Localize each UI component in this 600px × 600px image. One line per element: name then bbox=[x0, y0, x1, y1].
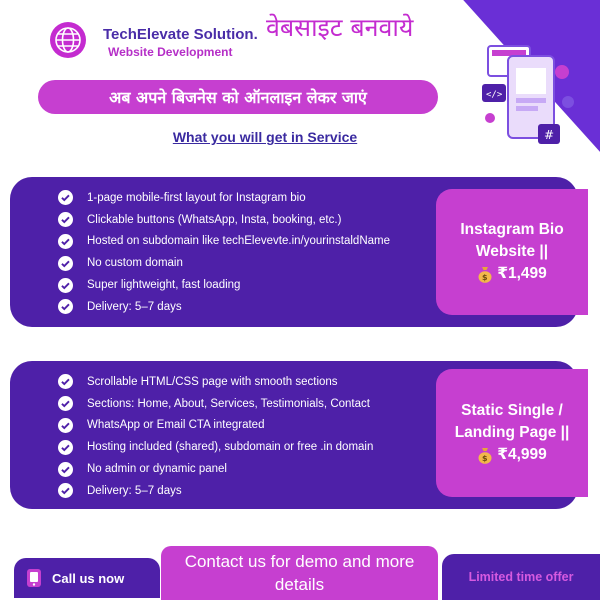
feature-text: Sections: Home, About, Services, Testimonials, Contact bbox=[87, 397, 370, 410]
check-icon bbox=[58, 462, 73, 477]
price-line bbox=[477, 444, 547, 466]
check-icon bbox=[58, 299, 73, 314]
plan-name-line2: Website || bbox=[475, 243, 549, 260]
moneybag-icon bbox=[477, 447, 493, 464]
feature-item bbox=[58, 274, 390, 296]
svg-text:$: $ bbox=[482, 272, 488, 282]
feature-text: WhatsApp or Email CTA integrated bbox=[87, 419, 265, 432]
feature-item bbox=[58, 436, 373, 458]
feature-text: No admin or dynamic panel bbox=[87, 463, 227, 476]
check-icon bbox=[58, 234, 73, 249]
feature-item bbox=[58, 252, 390, 274]
moneybag-icon bbox=[477, 266, 493, 283]
call-us-button[interactable] bbox=[14, 558, 160, 598]
feature-list bbox=[58, 371, 373, 502]
plan-name-line2: Landing Page || bbox=[454, 424, 570, 441]
feature-text: Hosting included (shared), subdomain or free .in domain bbox=[87, 441, 374, 454]
feature-text: 1-page mobile-first layout for Instagram bio bbox=[87, 191, 306, 204]
globe-icon bbox=[50, 22, 86, 58]
feature-text: Scrollable HTML/CSS page with smooth sections bbox=[87, 375, 338, 388]
price-box-landing-page bbox=[436, 369, 588, 497]
check-icon bbox=[58, 483, 73, 498]
svg-text:#: # bbox=[544, 128, 555, 142]
check-icon bbox=[58, 278, 73, 293]
feature-text: No custom domain bbox=[87, 257, 183, 270]
plan-card-instagram-bio bbox=[10, 177, 578, 327]
feature-item bbox=[58, 458, 373, 480]
plan-price: ₹4,999 bbox=[497, 446, 547, 463]
feature-item bbox=[58, 371, 373, 393]
feature-item bbox=[58, 187, 390, 209]
feature-text: Super lightweight, fast loading bbox=[87, 279, 241, 292]
feature-item bbox=[58, 480, 373, 502]
plan-name-line1: Instagram Bio bbox=[460, 221, 564, 238]
feature-list bbox=[58, 187, 390, 318]
promo-banner: अब अपने बिजनेस को ऑनलाइन लेकर जाएं bbox=[38, 80, 438, 114]
check-icon bbox=[58, 374, 73, 389]
check-icon bbox=[58, 256, 73, 271]
phone-icon bbox=[26, 568, 42, 588]
call-us-label: Call us now bbox=[52, 570, 125, 586]
plan-name-line1: Static Single / bbox=[461, 402, 563, 419]
feature-item bbox=[58, 393, 373, 415]
plan-card-landing-page bbox=[10, 361, 578, 509]
section-heading[interactable]: What you will get in Service bbox=[172, 129, 358, 145]
price-box-instagram-bio bbox=[436, 189, 588, 315]
feature-item bbox=[58, 231, 390, 253]
check-icon bbox=[58, 190, 73, 205]
feature-text: Delivery: 5–7 days bbox=[87, 300, 182, 313]
price-line bbox=[477, 263, 547, 285]
check-icon bbox=[58, 440, 73, 455]
svg-text:</>: </> bbox=[486, 90, 503, 100]
svg-text:$: $ bbox=[482, 453, 488, 463]
brand-subtitle: Website Development bbox=[108, 45, 233, 59]
feature-item bbox=[58, 209, 390, 231]
check-icon bbox=[58, 396, 73, 411]
feature-item bbox=[58, 296, 390, 318]
feature-text: Clickable buttons (WhatsApp, Insta, booking, etc.) bbox=[87, 213, 342, 226]
hindi-title: वेबसाइट बनवाये bbox=[266, 13, 414, 42]
limited-offer-badge: Limited time offer bbox=[442, 554, 600, 600]
feature-item bbox=[58, 415, 373, 437]
brand-name: TechElevate Solution. bbox=[103, 26, 258, 43]
feature-text: Delivery: 5–7 days bbox=[87, 484, 182, 497]
feature-text: Hosted on subdomain like techElevevte.in/yourinstaldName bbox=[87, 235, 390, 248]
check-icon bbox=[58, 212, 73, 227]
plan-price: ₹1,499 bbox=[497, 265, 547, 282]
check-icon bbox=[58, 418, 73, 433]
contact-us-box[interactable]: Contact us for demo and more details bbox=[161, 546, 438, 600]
